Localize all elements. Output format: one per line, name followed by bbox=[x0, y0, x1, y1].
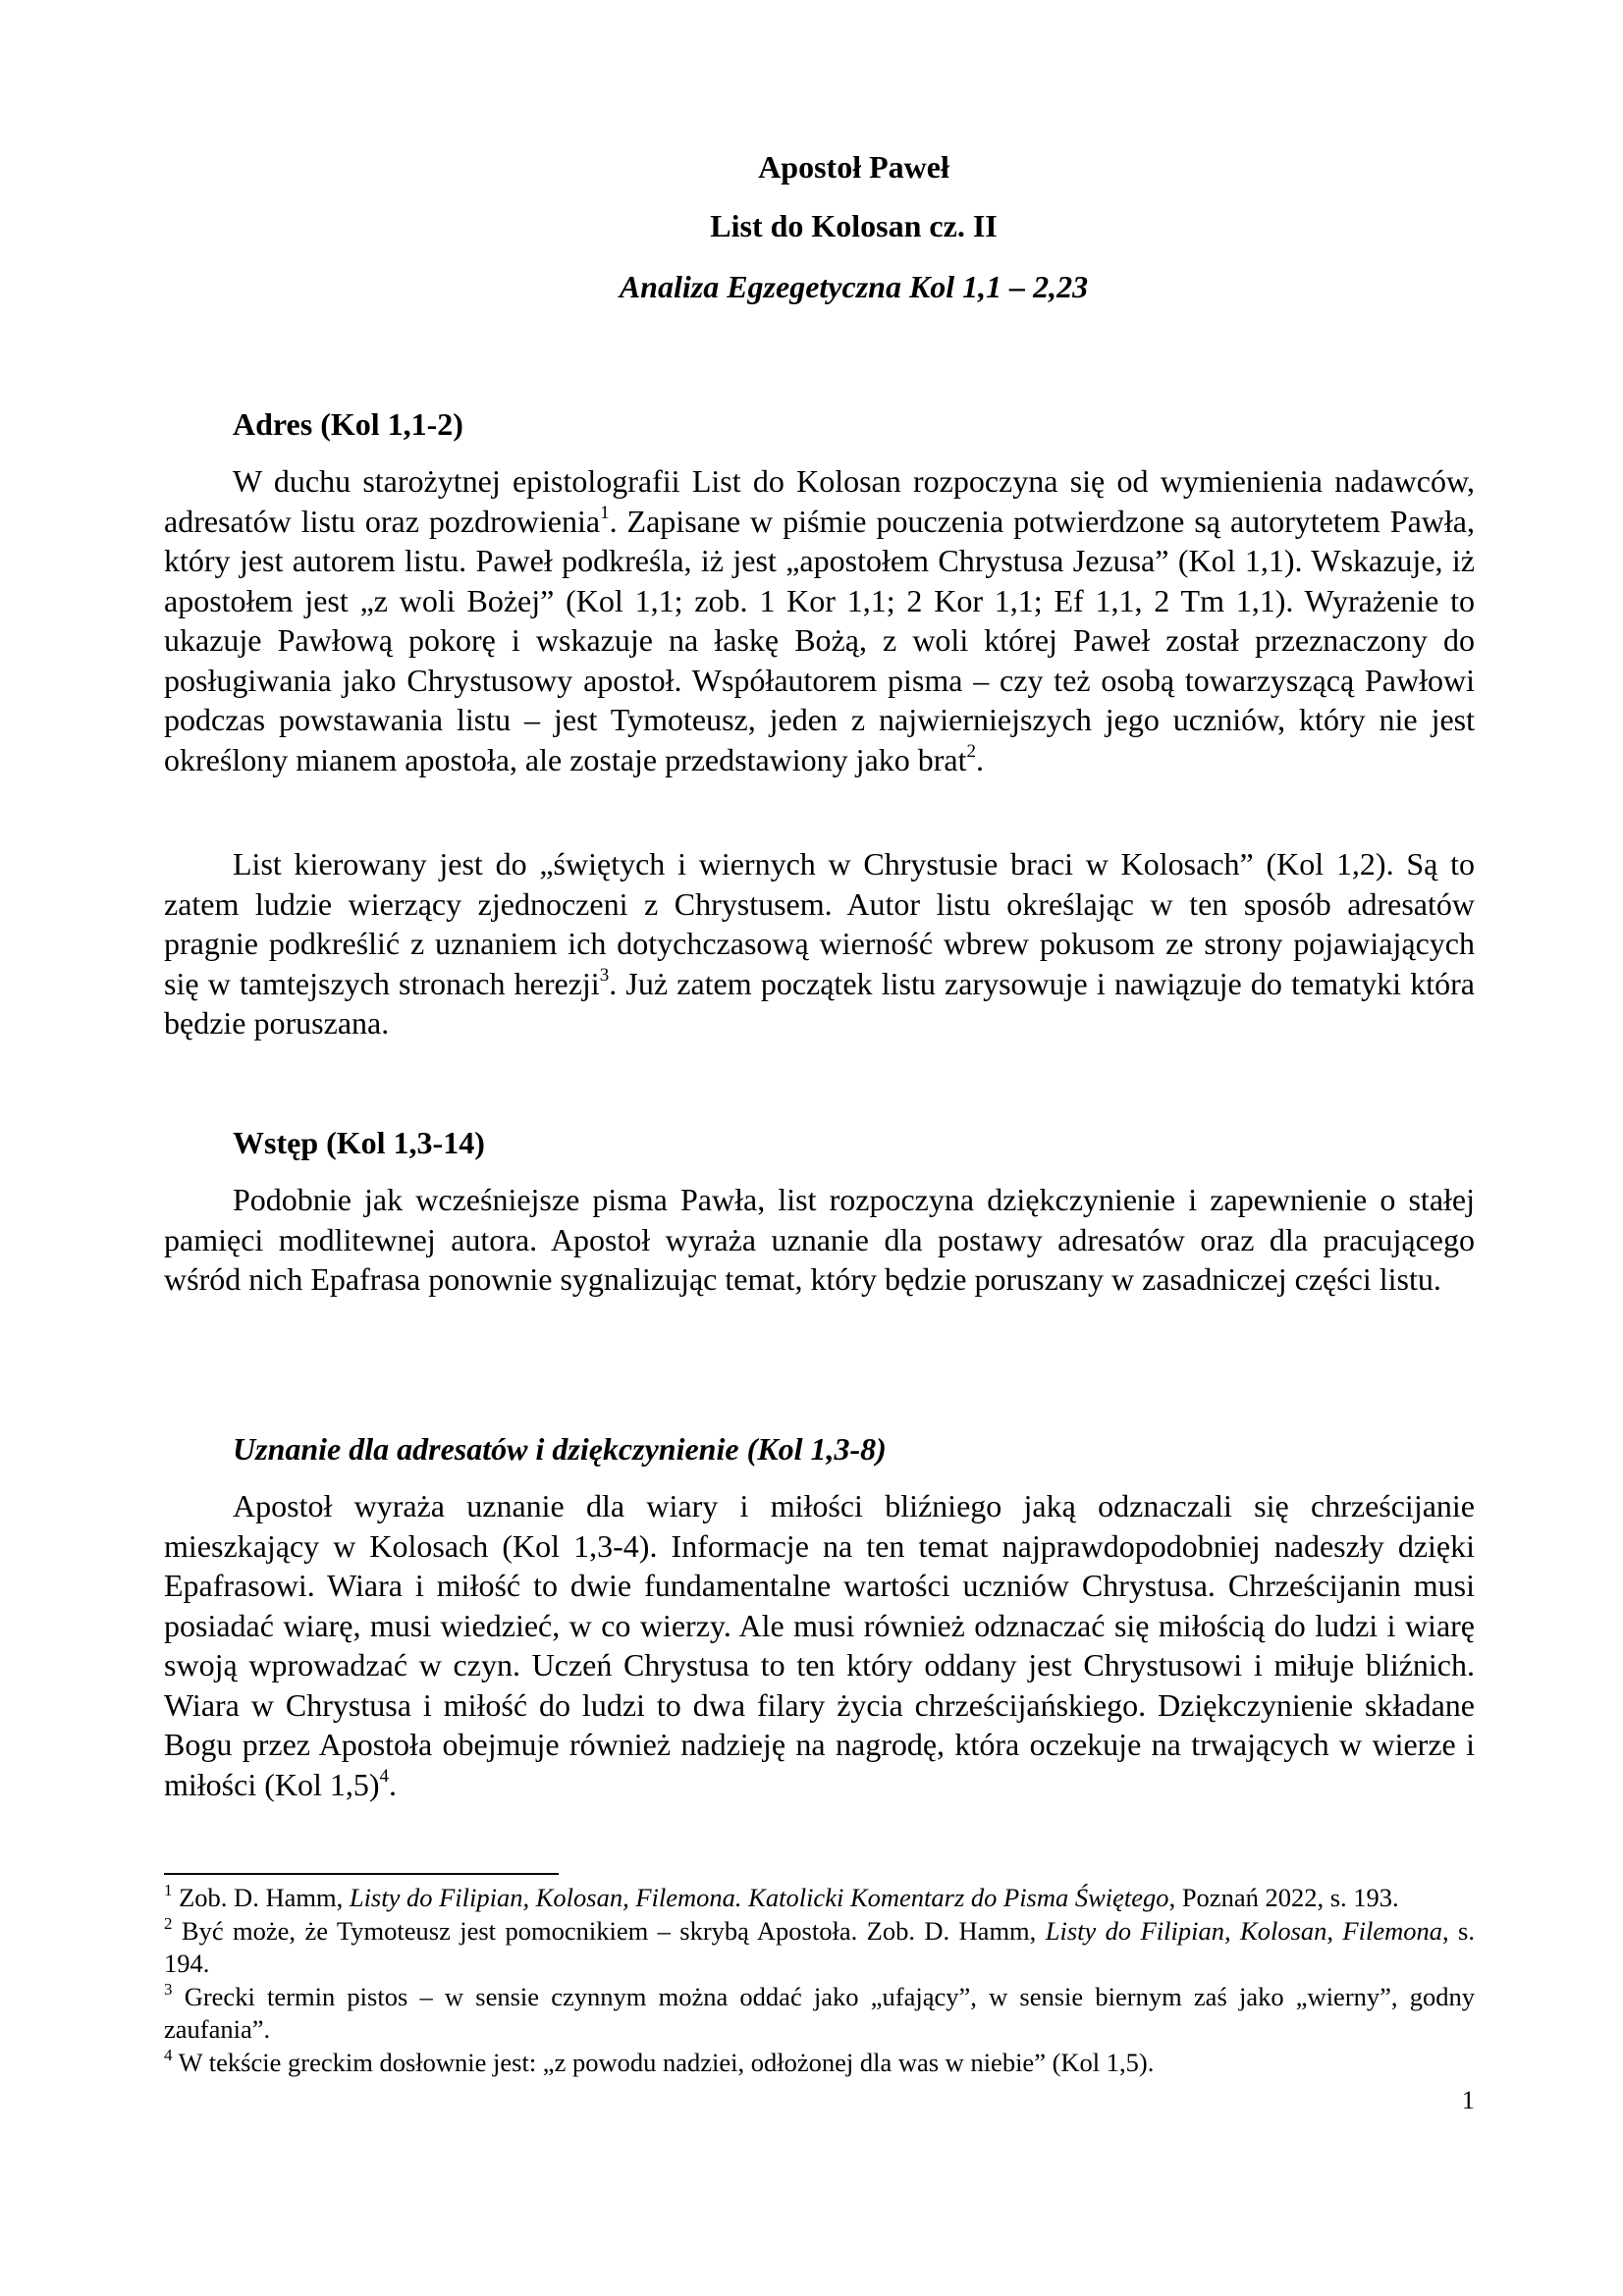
page-number: 1 bbox=[1461, 2085, 1475, 2114]
paragraph: List kierowany jest do „świętych i wiernych w Chrystusie braci w Kolosach” (Kol 1,2). Są to zatem ludzie wierzący zjednoczeni z Chrystusem. Autor listu określając w ten sposób adresatów pragnie podkreślić z uznaniem ich dotychczasową wierność wbrew pokusom ze strony pojawiających się w tamtejszych stronach herezji$^3$. Już zatem początek listu zarysowuje i nawiązuje do tematyki która będzie poruszana. bbox=[164, 846, 1476, 1041]
footnote-3: $^3$ Grecki termin pistos – w sensie czynnym można oddać jako „ufający”, w sensie biernym zaś jako „wierny”, godny zaufania”. bbox=[164, 1979, 1475, 2044]
footnotes bbox=[164, 1882, 1475, 2079]
footnote-ref-1[interactable]: 1 bbox=[600, 502, 610, 523]
document-subtitle: List do Kolosan cz. II bbox=[710, 208, 998, 243]
paragraph: Apostoł wyraża uznanie dla wiary i miłości bliźniego jaką odznaczali się chrześcijanie mieszkający w Kolosach (Kol 1,3-4). Informacje na ten temat najprawdopodobniej nadeszły dzięki Epafrasowi. Wiara i miłość to dwie fundamentalne wartości uczniów Chrystusa. Chrześcijanin musi posiadać wiarę, musi wiedzieć, w co wierzy. Ale musi również odznaczać się miłością do ludzi i wiarę swoją wprowadzać w czyn. Uczeń Chrystusa to ten który oddany jest Chrystusowi i miłuje bliźnich. Wiara w Chrystusa i miłość do ludzi to dwa filary życia chrześcijańskiego. Dziękczynienie składane Bogu przez Apostoła obejmuje również nadzieję na nagrodę, która oczekuje na trwających w wierze i miłości (Kol 1,5)$^4$. bbox=[164, 1488, 1475, 1802]
footnote-ref-2[interactable]: 2 bbox=[966, 740, 977, 762]
footnote-2: $^2$ Być może, że Tymoteusz jest pomocnikiem – skrybą Apostoła. Zob. D. Hamm, Listy do Filipian, Kolosan, Filemona, s. 194. bbox=[164, 1913, 1475, 1978]
section-heading-wstep: Wstęp (Kol 1,3-14) bbox=[233, 1125, 485, 1160]
footnote-4: $^4$ W tekście greckim dosłownie jest: „z powodu nadziei, odłożonej dla was w niebie” (Kol 1,5). bbox=[164, 2045, 1155, 2077]
section-heading-uznanie: Uznanie dla adresatów i dziękczynienie (Kol 1,3-8) bbox=[233, 1431, 887, 1467]
document-sub-subtitle: Analiza Egzegetyczna Kol 1,1 – 2,23 bbox=[619, 269, 1089, 304]
paragraph: W duchu starożytnej epistolografii List do Kolosan rozpoczyna się od wymienienia nadawców, adresatów listu oraz pozdrowienia$^1$. Zapisane w piśmie pouczenia potwierdzone są autorytetem Pawła, który jest autorem listu. Paweł podkreśla, iż jest „apostołem Chrystusa Jezusa” (Kol 1,1). Wskazuje, iż apostołem jest „z woli Bożej” (Kol 1,1; zob. 1 Kor 1,1; 2 Kor 1,1; Ef 1,1, 2 Tm 1,1). Wyrażenie to ukazuje Pawłową pokorę i wskazuje na łaskę Bożą, z woli której Paweł został przeznaczony do posługiwania jako Chrystusowy apostoł. Współautorem pisma – czy też osobą towarzyszącą Pawłowi podczas powstawania listu – jest Tymoteusz, jeden z najwierniejszych jego uczniów, który nie jest określony mianem apostoła, ale zostaje przedstawiony jako brat$^2$. bbox=[164, 463, 1476, 777]
footnote-ref-4[interactable]: 4 bbox=[379, 1765, 390, 1787]
footnote-ref-3[interactable]: 3 bbox=[599, 964, 610, 986]
footnote-separator bbox=[164, 1873, 559, 1875]
paragraph: Podobnie jak wcześniejsze pisma Pawła, list rozpoczyna dziękczynienie i zapewnienie o stałej pamięci modlitewnej autora. Apostoł wyraża uznanie dla postawy adresatów oraz dla pracującego wśród nich Epafrasa ponownie sygnalizując temat, który będzie poruszany w zasadniczej części listu. bbox=[164, 1182, 1475, 1297]
document-title: Apostoł Paweł bbox=[758, 149, 949, 185]
footnote-1: $^1$ Zob. D. Hamm, Listy do Filipian, Kolosan, Filemona. Katolicki Komentarz do Pisma Świętego, Poznań 2022, s. 193. bbox=[164, 1881, 1399, 1912]
section-heading-adres: Adres (Kol 1,1-2) bbox=[233, 406, 463, 442]
